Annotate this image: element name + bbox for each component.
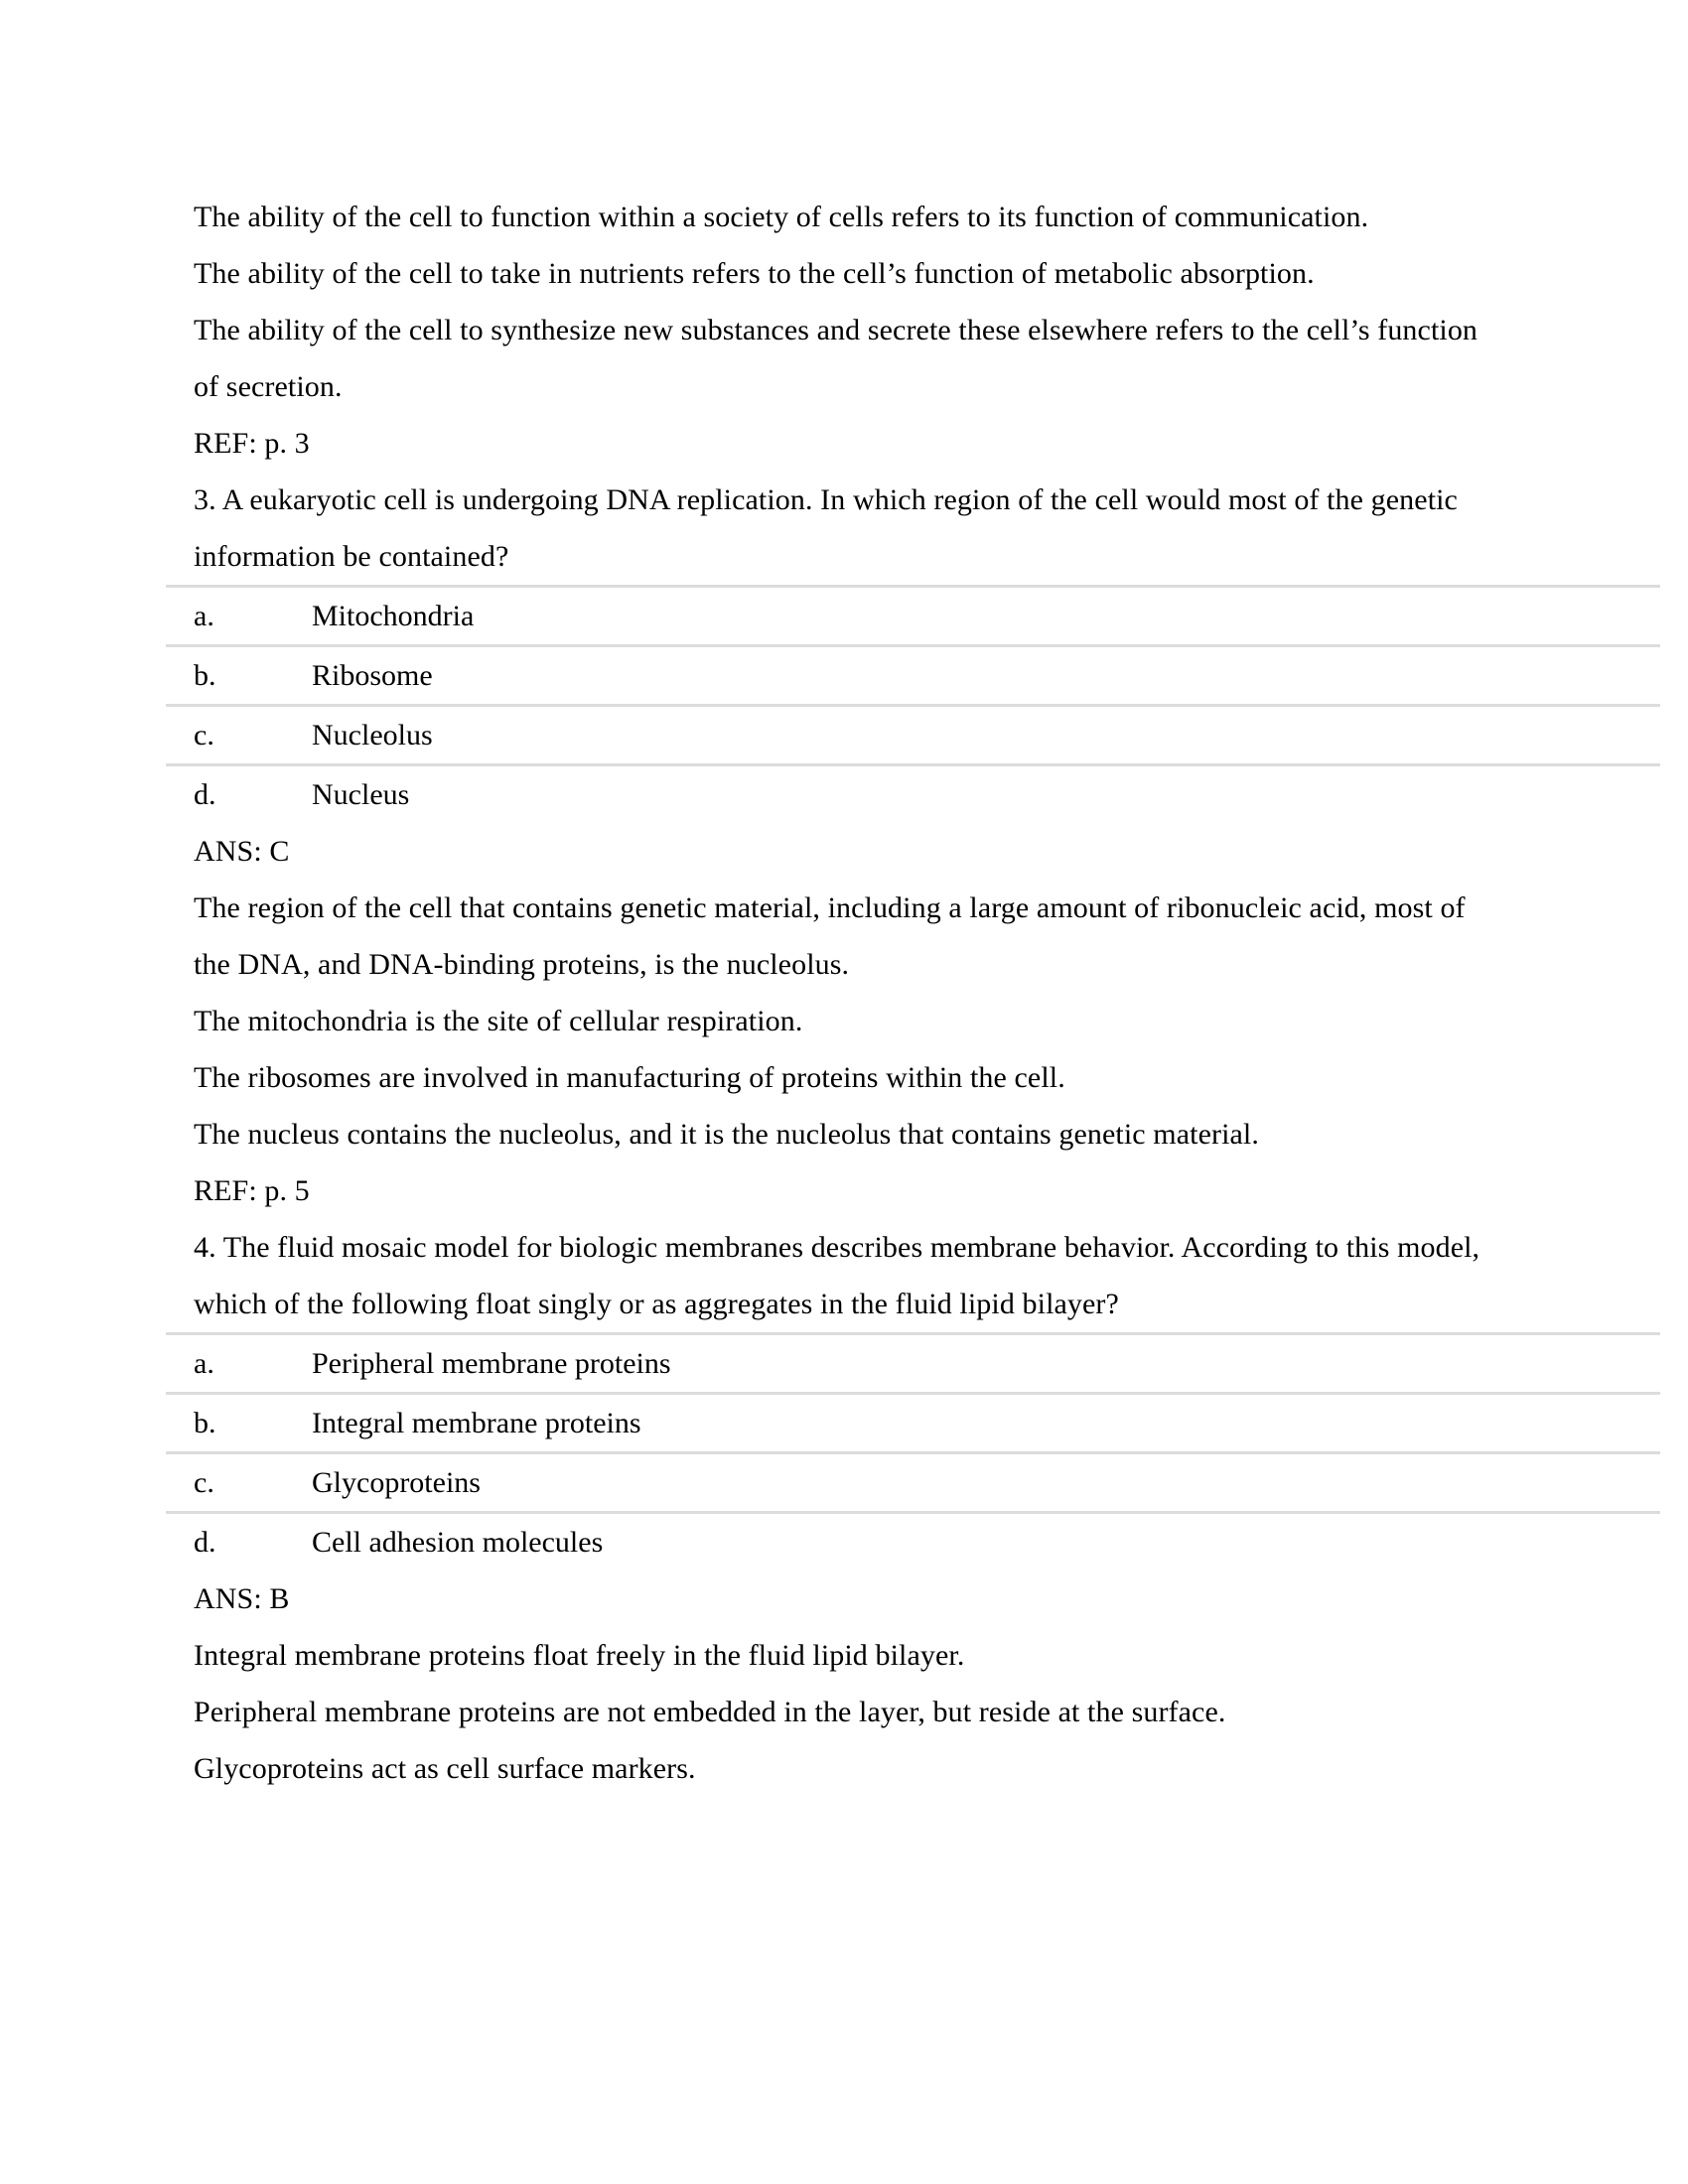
answer-option-letter: b.	[166, 646, 312, 706]
answer-option-row[interactable]	[166, 1334, 1660, 1394]
answer-options-table	[166, 1332, 1660, 1570]
body-paragraph: The nucleus contains the nucleolus, and it is the nucleolus that contains genetic material.	[194, 1118, 1259, 1151]
answer-option-letter: d.	[166, 1513, 312, 1571]
answer-option-row[interactable]	[166, 706, 1660, 765]
body-paragraph: The ability of the cell to function within a society of cells refers to its function of communication.	[194, 201, 1369, 233]
answer-option-row[interactable]	[166, 587, 1660, 646]
answer-option-letter: c.	[166, 706, 312, 765]
body-paragraph: REF: p. 3	[194, 427, 310, 460]
body-paragraph: REF: p. 5	[194, 1174, 310, 1207]
body-paragraph: The region of the cell that contains genetic material, including a large amount of ribonucleic acid, most of the DNA, and DNA-binding proteins, is the nucleolus.	[194, 891, 1466, 981]
answer-option-letter: a.	[166, 1334, 312, 1394]
answer-option-text: Nucleolus	[312, 706, 1660, 765]
answer-option-row[interactable]	[166, 1394, 1660, 1453]
answer-option-row[interactable]	[166, 1453, 1660, 1513]
answer-option-text: Peripheral membrane proteins	[312, 1334, 1660, 1394]
body-paragraph: Integral membrane proteins float freely in the fluid lipid bilayer.	[194, 1639, 965, 1672]
answer-option-letter: a.	[166, 587, 312, 646]
answer-option-text: Nucleus	[312, 765, 1660, 824]
body-paragraph: The ability of the cell to synthesize new substances and secrete these elsewhere refers to the cell’s function of secretion.	[194, 314, 1478, 403]
answer-option-row[interactable]	[166, 646, 1660, 706]
document-body	[194, 189, 1484, 1797]
answer-option-letter: c.	[166, 1453, 312, 1513]
answer-options-table	[166, 585, 1660, 823]
body-paragraph: 3. A eukaryotic cell is undergoing DNA replication. In which region of the cell would most of the genetic information be contained?	[194, 483, 1458, 573]
answer-option-letter: d.	[166, 765, 312, 824]
answer-option-text: Glycoproteins	[312, 1453, 1660, 1513]
body-paragraph: The mitochondria is the site of cellular respiration.	[194, 1005, 803, 1037]
answer-option-letter: b.	[166, 1394, 312, 1453]
answer-option-text: Mitochondria	[312, 587, 1660, 646]
body-paragraph: ANS: C	[194, 835, 290, 868]
answer-option-text: Cell adhesion molecules	[312, 1513, 1660, 1571]
body-paragraph: Glycoproteins act as cell surface markers.	[194, 1752, 696, 1785]
body-paragraph: 4. The fluid mosaic model for biologic membranes describes membrane behavior. According to this model, which of the following float singly or as aggregates in the fluid lipid bilayer?	[194, 1231, 1480, 1320]
answer-option-text: Ribosome	[312, 646, 1660, 706]
body-paragraph: The ability of the cell to take in nutrients refers to the cell’s function of metabolic absorption.	[194, 257, 1315, 290]
body-paragraph: ANS: B	[194, 1582, 290, 1615]
body-paragraph: The ribosomes are involved in manufacturing of proteins within the cell.	[194, 1061, 1065, 1094]
answer-option-row[interactable]	[166, 1513, 1660, 1571]
body-paragraph: Peripheral membrane proteins are not embedded in the layer, but reside at the surface.	[194, 1696, 1226, 1728]
answer-option-row[interactable]	[166, 765, 1660, 824]
answer-option-text: Integral membrane proteins	[312, 1394, 1660, 1453]
